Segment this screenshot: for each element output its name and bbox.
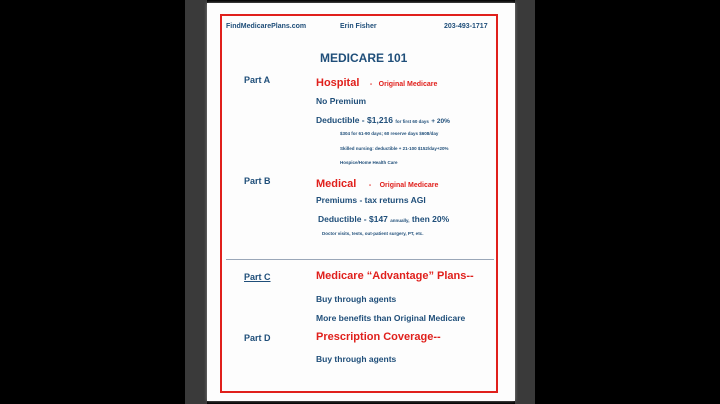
part-a-note-2: Skilled nursing: deductible + 21-100 $152/day+20% xyxy=(340,146,449,151)
part-b-dash: - xyxy=(368,182,372,189)
part-c-line-1: Buy through agents xyxy=(316,294,397,304)
page-title: MEDICARE 101 xyxy=(320,51,408,65)
part-c-label: Part C xyxy=(244,272,271,282)
part-b-sub: Original Medicare xyxy=(379,182,439,189)
left-side-panel xyxy=(185,0,207,404)
red-border-frame xyxy=(220,14,498,393)
part-a-heading-row xyxy=(316,73,437,91)
part-a-note-3: Hospice/Home Health Care xyxy=(340,160,398,165)
part-c-line-2: More benefits than Original Medicare xyxy=(316,313,466,323)
part-a-deductible: Deductible - $1,216 xyxy=(316,115,394,125)
part-a-deductible-row xyxy=(316,115,450,125)
part-a-dash: - xyxy=(369,81,373,88)
part-d-label: Part D xyxy=(244,333,271,343)
part-a-deductible-small: for first 60 days xyxy=(395,119,429,124)
part-b-deductible-suffix: then 20% xyxy=(411,214,450,224)
header-name: Erin Fisher xyxy=(340,23,377,30)
right-side-panel xyxy=(515,0,535,404)
part-a-premium: No Premium xyxy=(316,96,367,106)
header-phone: 203-493-1717 xyxy=(444,23,488,30)
part-b-premiums: Premiums - tax returns AGI xyxy=(316,195,426,205)
part-a-heading: Hospital xyxy=(316,77,360,89)
section-divider xyxy=(226,259,494,260)
part-b-deductible-small: annually, xyxy=(390,218,410,223)
part-b-note: Doctor visits, tests, out-patient surgery, PT, etc. xyxy=(322,231,424,236)
part-a-deductible-suffix: + 20% xyxy=(431,118,450,125)
part-c-heading: Medicare “Advantage” Plans-- xyxy=(316,270,474,282)
header-website: FindMedicarePlans.com xyxy=(226,23,307,30)
part-a-label: Part A xyxy=(244,75,271,85)
part-d-heading: Prescription Coverage-- xyxy=(316,331,441,343)
part-b-label: Part B xyxy=(244,176,271,186)
part-a-note-1: $304 for 61-90 days; 60 reserve days $608/day xyxy=(340,131,439,136)
part-b-deductible-row xyxy=(318,214,449,224)
document-page xyxy=(207,3,515,401)
part-b-heading: Medical xyxy=(316,178,357,190)
part-a-sub: Original Medicare xyxy=(378,81,438,88)
part-b-deductible: Deductible - $147 xyxy=(318,214,388,224)
part-d-line-1: Buy through agents xyxy=(316,354,397,364)
part-b-heading-row xyxy=(316,174,438,192)
